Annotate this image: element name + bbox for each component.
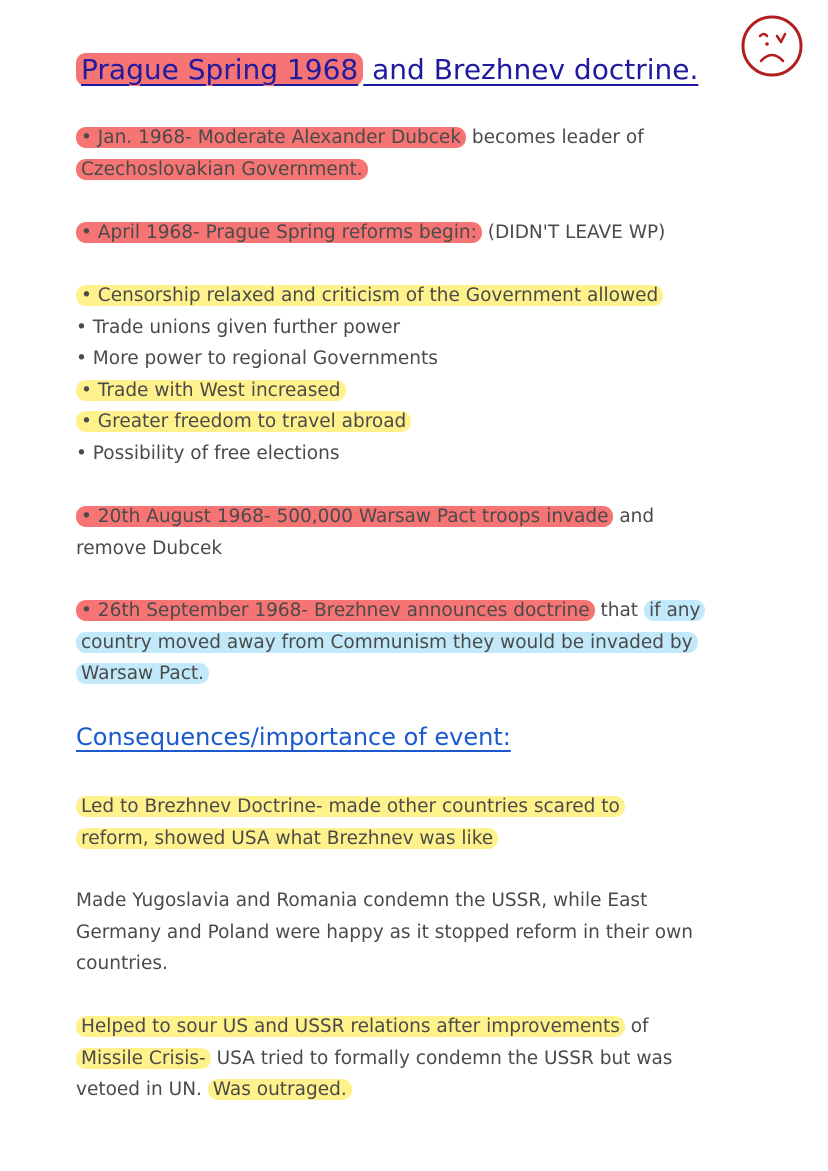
event-jan-1968 xyxy=(76,122,736,185)
consequence-3 xyxy=(76,1011,716,1106)
consequence-3-text-2: USA tried to formally condemn the USSR but was vetoed in UN. xyxy=(76,1047,673,1100)
event-september-highlight: • 26th September 1968- Brezhnev announces doctrine xyxy=(76,600,595,621)
consequence-3-text-1: of xyxy=(624,1016,649,1037)
reform-item: • Censorship relaxed and criticism of the Government allowed xyxy=(76,285,663,306)
reform-item: • Trade with West increased xyxy=(76,380,346,401)
consequence-3-highlight-2: Missile Crisis- xyxy=(76,1048,211,1069)
reform-item: • Possibility of free elections xyxy=(76,442,340,464)
event-september-blue-1: if any xyxy=(644,600,706,621)
title-rest: and Brezhnev doctrine. xyxy=(363,53,699,86)
event-jan-mid: becomes leader of xyxy=(466,127,644,148)
consequence-1-line2: reform, showed USA what Brezhnev was like xyxy=(76,828,498,849)
reform-item: • More power to regional Governments xyxy=(76,348,438,369)
consequences-heading: Consequences/importance of event: xyxy=(76,723,511,751)
event-april-highlight: • April 1968- Prague Spring reforms begin: xyxy=(76,222,482,243)
reforms-list xyxy=(76,280,736,469)
reform-item: • Trade unions given further power xyxy=(76,316,401,338)
consequence-1 xyxy=(76,791,736,854)
event-september-blue-2: country moved away from Communism they would be invaded by xyxy=(76,632,698,653)
reform-item: • Greater freedom to travel abroad xyxy=(76,411,411,432)
event-september-1968 xyxy=(76,595,736,690)
event-september-mid: that xyxy=(594,600,644,621)
event-september-blue-3: Warsaw Pact. xyxy=(76,663,209,684)
consequence-1-line1: Led to Brezhnev Doctrine- made other countries scared to xyxy=(76,796,625,817)
event-august-rest: and xyxy=(613,506,655,527)
event-jan-highlight-2: Czechoslovakian Government. xyxy=(76,159,368,180)
event-jan-highlight: • Jan. 1968- Moderate Alexander Dubcek xyxy=(76,127,466,148)
event-august-highlight: • 20th August 1968- 500,000 Warsaw Pact troops invade xyxy=(76,506,613,527)
event-august-1968 xyxy=(76,501,736,564)
consequence-3-highlight-3: Was outraged. xyxy=(208,1079,352,1100)
event-april-1968 xyxy=(76,217,736,249)
title-highlighted-part: Prague Spring 1968 xyxy=(76,53,363,86)
consequence-3-highlight-1: Helped to sour US and USSR relations after improvements xyxy=(76,1016,625,1037)
event-april-rest: (DIDN'T LEAVE WP) xyxy=(481,222,666,243)
event-august-line2: remove Dubcek xyxy=(76,537,223,559)
sad-face-icon xyxy=(740,14,804,78)
consequence-2: Made Yugoslavia and Romania condemn the USSR, while East Germany and Poland were happy as it stopped reform in their own countries. xyxy=(76,890,693,974)
page-title xyxy=(76,50,756,90)
